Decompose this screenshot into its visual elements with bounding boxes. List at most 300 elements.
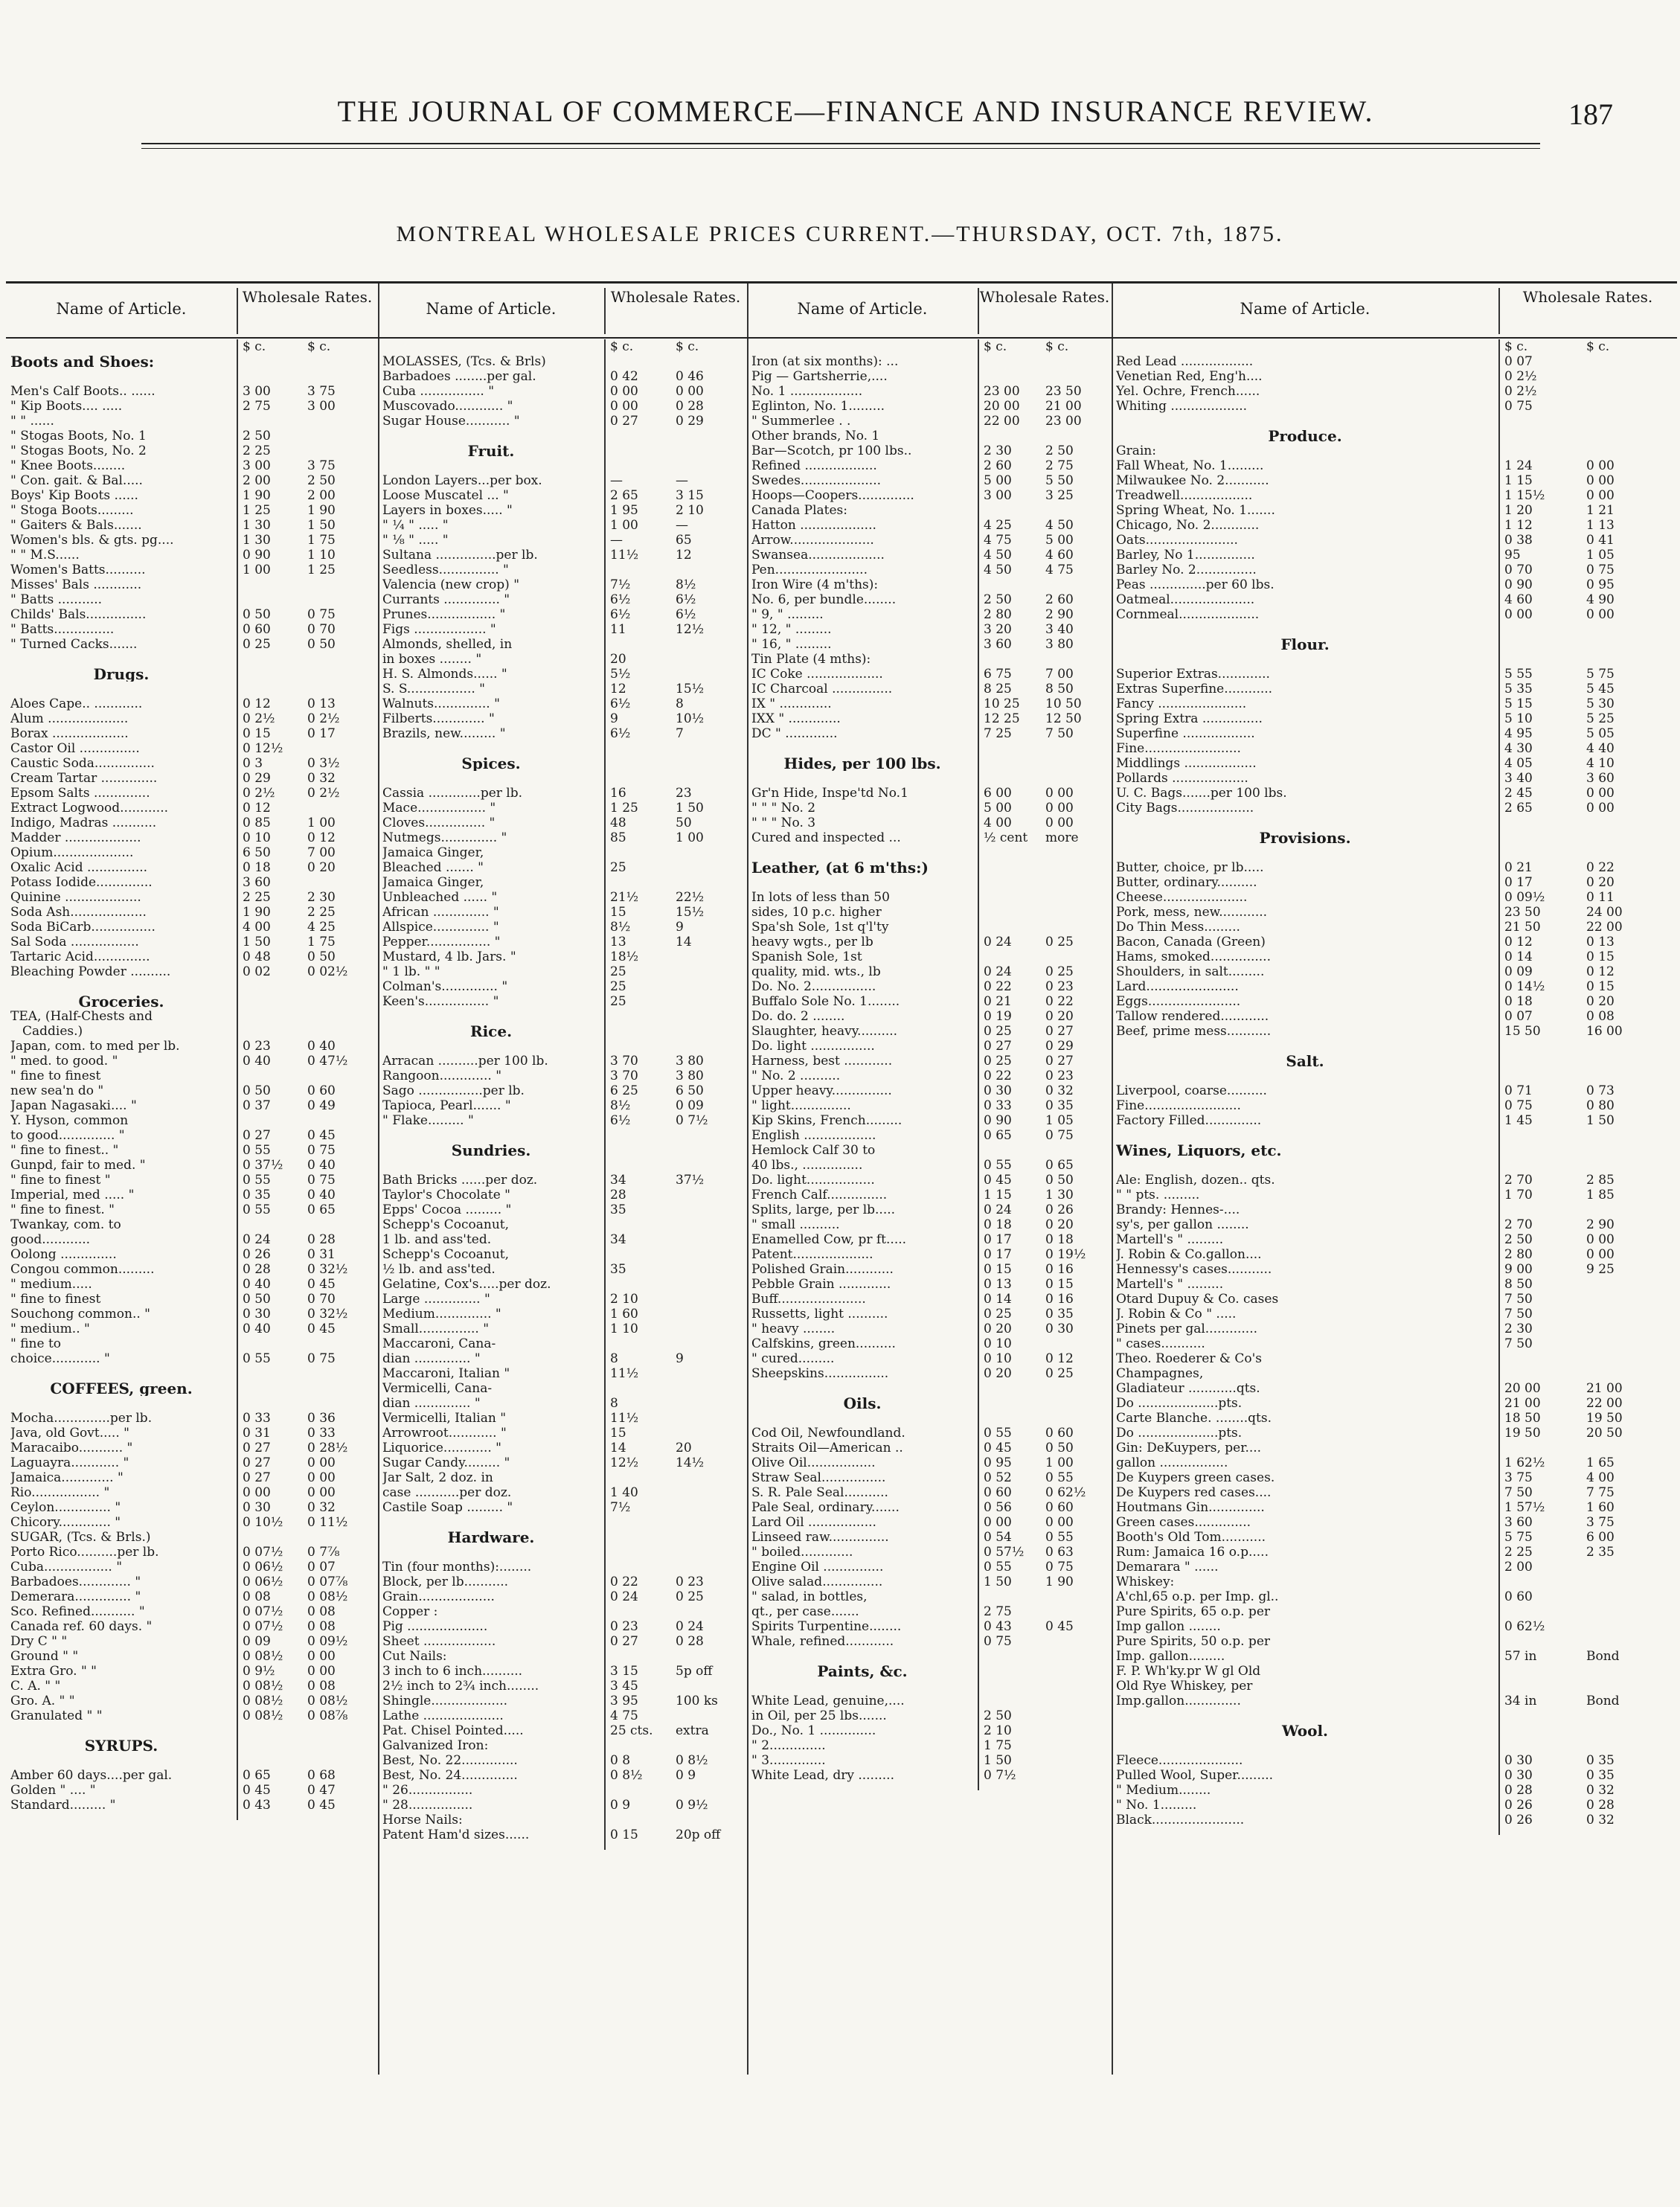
rate-high: 0 00 [1586, 801, 1615, 816]
price-row [747, 1366, 1112, 1381]
rate-low: 0 90 [243, 548, 271, 563]
price-row [747, 696, 1112, 711]
rate-low: 1 15 [984, 1188, 1012, 1202]
rate-high: 1 75 [307, 533, 336, 548]
rate-low: 2 65 [1504, 801, 1533, 816]
price-row [747, 1232, 1112, 1247]
rate-low: 15 50 [1504, 1024, 1541, 1039]
article-name: Martell's " ......... [1116, 1277, 1224, 1292]
article-name: Splits, large, per lb..... [751, 1202, 896, 1217]
article-rows [747, 339, 1112, 1783]
rate-low: 0 20 [984, 1322, 1012, 1336]
rate-low: 0 14 [984, 1292, 1012, 1307]
article-name: Pepper................ " [382, 935, 501, 949]
article-name: Olive salad............... [751, 1575, 883, 1589]
rate-low: 0 48 [243, 949, 271, 964]
rate-low: 23 50 [1504, 905, 1541, 920]
rate-high: 0 70 [307, 1292, 336, 1307]
article-name: Jamaica Ginger, [382, 875, 484, 890]
article-name: " Stogas Boots, No. 1 [10, 429, 147, 443]
rate-high: 4 60 [1045, 548, 1074, 563]
rate-high: 0 08 [307, 1619, 336, 1634]
article-name: Colman's.............. " [382, 979, 508, 994]
rate-high: 23 00 [1045, 414, 1082, 429]
rate-high: 0 31 [307, 1247, 336, 1262]
rate-low: 20 00 [1504, 1381, 1541, 1396]
rate-low: 0 08½ [243, 1694, 283, 1708]
price-row [378, 1396, 747, 1411]
article-name: Pig — Gartsherrie,.... [751, 369, 888, 384]
price-row [747, 1738, 1112, 1753]
article-name: Maracaibo........... " [10, 1441, 133, 1455]
article-name: Hams, smoked............... [1116, 949, 1271, 964]
price-row [378, 533, 747, 548]
article-name: Harness, best ............ [751, 1054, 893, 1069]
article-name: Demarara " ...... [1116, 1560, 1219, 1575]
rate-high: 0 27 [1045, 1024, 1074, 1039]
rate-high: 0 00 [1586, 1247, 1615, 1262]
rate-high: 0 00 [1045, 786, 1074, 801]
rate-high: 0 25 [676, 1589, 704, 1604]
rate-low: ½ cent [984, 830, 1028, 845]
price-row [747, 369, 1112, 384]
page-number: 187 [1568, 97, 1613, 131]
price-row [747, 1188, 1112, 1202]
rate-low: 1 45 [1504, 1113, 1533, 1128]
rate-low: 5 55 [1504, 667, 1533, 682]
rate-low: 18 50 [1504, 1411, 1541, 1426]
price-row [1112, 1351, 1677, 1366]
article-name: Jamaica Ginger, [382, 845, 484, 860]
section-heading [1112, 1723, 1677, 1738]
rate-high: 0 08½ [307, 1589, 348, 1604]
article-name: Women's Batts.......... [10, 563, 146, 577]
article-name: Misses' Bals ............ [10, 577, 142, 592]
price-row [378, 816, 747, 830]
price-row [6, 563, 378, 577]
rate-high: 0 00 [1586, 1232, 1615, 1247]
price-row [378, 1798, 747, 1813]
rate-low: 1 10 [610, 1322, 638, 1336]
article-name: Boys' Kip Boots ...... [10, 488, 138, 503]
price-row [747, 726, 1112, 741]
price-row [1112, 667, 1677, 682]
rate-high: 5 50 [1045, 473, 1074, 488]
rate-low: 0 17 [1504, 875, 1533, 890]
article-name: sy's, per gallon ........ [1116, 1217, 1249, 1232]
price-row [6, 1604, 378, 1619]
rate-high: 15½ [676, 905, 705, 920]
article-name: " small .......... [751, 1217, 840, 1232]
article-name: " Kip Boots.... ..... [10, 399, 123, 414]
rate-low: 6 75 [984, 667, 1012, 682]
article-name: " 28................ [382, 1798, 473, 1813]
rate-high: 0 20 [307, 860, 336, 875]
price-row [6, 920, 378, 935]
rate-low: 0 70 [1504, 563, 1533, 577]
rate-low: 2 45 [1504, 786, 1533, 801]
section-heading [747, 1664, 1112, 1679]
rate-high: 0 55 [1045, 1530, 1074, 1545]
price-row [1112, 1455, 1677, 1470]
rate-high: 0 00 [1586, 786, 1615, 801]
rate-high: 0 00 [307, 1649, 336, 1664]
rate-low: 1 57½ [1504, 1500, 1545, 1515]
rate-low: 0 18 [984, 1217, 1012, 1232]
article-name: COFFEES, green. [50, 1381, 193, 1396]
rate-high: 100 ks [676, 1694, 718, 1708]
rate-low: 0 26 [1504, 1813, 1533, 1828]
rate-high: 0 35 [1045, 1307, 1074, 1322]
rate-low: 2 70 [1504, 1217, 1533, 1232]
article-name: MOLASSES, (Tcs. & Brls) [382, 354, 546, 369]
rate-low: 0 52 [984, 1470, 1012, 1485]
rate-low: 34 in [1504, 1694, 1537, 1708]
article-name: Shoulders, in salt......... [1116, 964, 1265, 979]
article-name: Cuba ................ " [382, 384, 495, 399]
article-name: Otard Dupuy & Co. cases [1116, 1292, 1279, 1307]
price-row [378, 1247, 747, 1262]
rate-high: 0 32 [1586, 1783, 1615, 1798]
price-row [6, 488, 378, 503]
price-row [378, 1753, 747, 1768]
rate-high: 0 20 [1586, 994, 1615, 1009]
price-row [747, 473, 1112, 488]
price-row [378, 458, 747, 473]
article-name: Figs .................. " [382, 622, 496, 637]
price-row [378, 1455, 747, 1470]
article-name: " heavy ........ [751, 1322, 836, 1336]
price-row [1112, 726, 1677, 741]
rate-high: 8 [676, 696, 684, 711]
price-row [6, 696, 378, 711]
rate-low: 20 00 [984, 399, 1020, 414]
rate-high: 0 00 [1586, 488, 1615, 503]
price-row [6, 1500, 378, 1515]
rate-high: 0 50 [307, 949, 336, 964]
article-name: Bacon, Canada (Green) [1116, 935, 1266, 949]
rate-high: 1 05 [1045, 1113, 1074, 1128]
article-name: Castor Oil ............... [10, 741, 140, 756]
rate-low: 0 12½ [243, 741, 283, 756]
article-name: " 1 lb. " " [382, 964, 440, 979]
rate-low: 0 85 [243, 816, 271, 830]
rate-low: 11 [610, 622, 626, 637]
price-row [747, 1470, 1112, 1485]
rate-high: 9 [676, 1351, 684, 1366]
rate-high: 0 45 [307, 1798, 336, 1813]
price-row [747, 1262, 1112, 1277]
price-row [1112, 1783, 1677, 1798]
price-row [378, 1768, 747, 1783]
rate-high: 0 73 [1586, 1083, 1615, 1098]
article-name: Wines, Liquors, etc. [1116, 1143, 1282, 1158]
section-heading [1112, 637, 1677, 652]
rate-low: 2 75 [984, 1604, 1012, 1619]
rate-high: 0 25 [1045, 935, 1074, 949]
article-name: TEA, (Half-Chests and [10, 1009, 153, 1024]
rate-low: 0 22 [984, 979, 1012, 994]
price-row [378, 1202, 747, 1217]
article-name: Japan Nagasaki.... " [10, 1098, 137, 1113]
price-row [1112, 756, 1677, 771]
rate-low: 1 75 [984, 1738, 1012, 1753]
rate-low: 34 [610, 1173, 626, 1188]
article-name: Sheet .................. [382, 1634, 496, 1649]
article-name: Leather, (at 6 m'ths:) [751, 860, 929, 875]
article-name: Quinine ................... [10, 890, 141, 905]
price-row [747, 1098, 1112, 1113]
price-row [747, 1723, 1112, 1738]
article-name: Epps' Cocoa ......... " [382, 1202, 512, 1217]
rate-high: $ c. [1045, 339, 1069, 354]
price-row [6, 1054, 378, 1069]
price-row [6, 1173, 378, 1188]
rate-low: 0 07½ [243, 1545, 283, 1560]
rate-low: 0 60 [1504, 1589, 1533, 1604]
rate-high: 3 60 [1586, 771, 1615, 786]
price-row [747, 1381, 1112, 1396]
rate-high: 0 32 [307, 1500, 336, 1515]
rate-low: 0 21 [1504, 860, 1533, 875]
article-name: Alum .................... [10, 711, 129, 726]
rate-low: 7 50 [1504, 1336, 1533, 1351]
article-name: Imp.gallon.............. [1116, 1694, 1241, 1708]
rate-high: 4 90 [1586, 592, 1615, 607]
article-name: Best, No. 24.............. [382, 1768, 518, 1783]
article-name: " Con. gait. & Bal..... [10, 473, 143, 488]
price-row [6, 577, 378, 592]
article-name: Cream Tartar .............. [10, 771, 158, 786]
rate-low: — [610, 473, 623, 488]
price-row [378, 949, 747, 964]
price-row [6, 682, 378, 696]
rate-low: 0 09½ [1504, 890, 1545, 905]
price-row [6, 1307, 378, 1322]
rate-low: 3 00 [243, 384, 271, 399]
article-name: gallon ................. [1116, 1455, 1228, 1470]
rate-low: 6 00 [984, 786, 1012, 801]
price-row [1112, 488, 1677, 503]
rate-high: 0 00 [307, 1664, 336, 1679]
price-row [1112, 1589, 1677, 1604]
article-name: Eglinton, No. 1......... [751, 399, 885, 414]
price-row [1112, 1768, 1677, 1783]
article-name: Bleaching Powder .......... [10, 964, 171, 979]
price-row [1112, 652, 1677, 667]
rate-high: 0 25 [1045, 964, 1074, 979]
article-name: Green cases.............. [1116, 1515, 1251, 1530]
price-row [1112, 1262, 1677, 1277]
rate-low: 12½ [610, 1455, 639, 1470]
article-name: Filberts............. " [382, 711, 495, 726]
rate-high: 0 17 [307, 726, 336, 741]
price-row [747, 1441, 1112, 1455]
article-name: London Layers...per box. [382, 473, 542, 488]
price-row [747, 771, 1112, 786]
price-row [378, 1188, 747, 1202]
article-name: Potass Iodide.............. [10, 875, 153, 890]
rate-high: 1 21 [1586, 503, 1615, 518]
price-row [378, 622, 747, 637]
price-row [1112, 994, 1677, 1009]
article-name: " Batts............... [10, 622, 115, 637]
price-row [6, 1753, 378, 1768]
rate-low: 0 45 [984, 1441, 1012, 1455]
rate-high: 22 00 [1586, 1396, 1623, 1411]
rate-low: 0 09 [1504, 964, 1533, 979]
price-row [1112, 458, 1677, 473]
price-row [747, 920, 1112, 935]
rate-low: 0 08 [243, 1589, 271, 1604]
section-heading [6, 994, 378, 1009]
rate-low: 4 00 [984, 816, 1012, 830]
article-name: " " " No. 3 [751, 816, 816, 830]
price-row [1112, 875, 1677, 890]
rate-low: 0 23 [610, 1619, 638, 1634]
rate-low: 0 28 [243, 1262, 271, 1277]
rate-high: 0 32 [1586, 1813, 1615, 1828]
article-name: Nutmegs.............. " [382, 830, 507, 845]
rate-high: 23 [676, 786, 692, 801]
rate-low: 0 31 [243, 1426, 271, 1441]
price-row [747, 1708, 1112, 1723]
rate-high: 37½ [676, 1173, 705, 1188]
rate-low: 95 [1504, 548, 1521, 563]
rate-high: 12 [676, 548, 692, 563]
article-name: Pale Seal, ordinary....... [751, 1500, 900, 1515]
article-name: Mocha..............per lb. [10, 1411, 153, 1426]
price-row [1112, 1441, 1677, 1455]
price-row [378, 473, 747, 488]
rate-low: 0 07 [1504, 354, 1533, 369]
article-name: Calfskins, green.......... [751, 1336, 896, 1351]
rate-low: 0 24 [984, 964, 1012, 979]
article-name: Cured and inspected ... [751, 830, 901, 845]
article-name: DC " ............. [751, 726, 838, 741]
rate-high: 0 8½ [676, 1753, 708, 1768]
price-row [378, 801, 747, 816]
article-name: Do. do. 2 ........ [751, 1009, 845, 1024]
article-name: Shingle................... [382, 1694, 508, 1708]
rate-high: 6½ [676, 592, 696, 607]
price-row [747, 816, 1112, 830]
article-name: Best, No. 22.............. [382, 1753, 518, 1768]
rate-high: 0 07⅞ [307, 1575, 348, 1589]
article-name: dian .............. " [382, 1351, 481, 1366]
rate-low: 3 45 [610, 1679, 638, 1694]
price-row [6, 1322, 378, 1336]
rate-low: 8 [610, 1396, 618, 1411]
article-name: Tin Plate (4 mths): [751, 652, 871, 667]
rate-low: 7½ [610, 577, 631, 592]
rate-high: 0 13 [307, 696, 336, 711]
rate-high: 0 28 [307, 1232, 336, 1247]
article-name: " fine to finest.. " [10, 1143, 119, 1158]
article-name: " No. 2 .......... [751, 1069, 841, 1083]
article-name: C. A. " " [10, 1679, 61, 1694]
price-row [747, 1545, 1112, 1560]
rate-low: 0 06½ [243, 1560, 283, 1575]
rate-high: 0 28 [676, 399, 704, 414]
rate-low: 4 30 [1504, 741, 1533, 756]
price-row [6, 1351, 378, 1366]
price-row [747, 1411, 1112, 1426]
rate-low: 0 07 [1504, 1009, 1533, 1024]
rate-high: 1 50 [676, 801, 704, 816]
article-name: Demerara.............. " [10, 1589, 141, 1604]
rate-high: 0 23 [1045, 979, 1074, 994]
article-name: Sago ................per lb. [382, 1083, 525, 1098]
rate-low: 3 70 [610, 1054, 638, 1069]
article-name: Currants .............. " [382, 592, 510, 607]
article-name: De Kuypers green cases. [1116, 1470, 1275, 1485]
price-row [747, 1024, 1112, 1039]
article-name: Caustic Soda............... [10, 756, 155, 771]
rate-high: 0 32½ [307, 1307, 348, 1322]
section-heading [747, 756, 1112, 771]
rate-low: 0 17 [984, 1232, 1012, 1247]
price-row [6, 414, 378, 429]
article-name: 40 lbs., ............... [751, 1158, 863, 1173]
price-row [747, 1069, 1112, 1083]
price-row [6, 935, 378, 949]
rate-high: 0 15 [1586, 949, 1615, 964]
article-name: " 3.............. [751, 1753, 826, 1768]
article-name: Lathe .................... [382, 1708, 504, 1723]
article-name: " boiled............. [751, 1545, 853, 1560]
price-row [6, 1470, 378, 1485]
article-name: " cured......... [751, 1351, 835, 1366]
article-name: Do Thin Mess......... [1116, 920, 1240, 935]
article-name: Patent Ham'd sizes...... [382, 1828, 530, 1842]
price-row [747, 830, 1112, 845]
price-row [747, 890, 1112, 905]
rate-high: 12 50 [1045, 711, 1082, 726]
rate-low: 2 75 [243, 399, 271, 414]
rate-high: 0 70 [307, 622, 336, 637]
price-row [1112, 607, 1677, 622]
article-name: Gelatine, Cox's.....per doz. [382, 1277, 551, 1292]
rate-low: 2 10 [984, 1723, 1012, 1738]
price-row [1112, 1188, 1677, 1202]
rate-high: 0 40 [307, 1039, 336, 1054]
rate-low: 1 90 [243, 488, 271, 503]
price-row [747, 429, 1112, 443]
rate-low: 0 00 [243, 1485, 271, 1500]
rate-high: 0 00 [307, 1455, 336, 1470]
price-row [747, 905, 1112, 920]
rate-high: extra [676, 1723, 709, 1738]
price-row [1112, 1500, 1677, 1515]
article-name: Paints, &c. [817, 1664, 908, 1679]
head-rule-thin [141, 148, 1540, 149]
article-name: Fine........................ [1116, 1098, 1241, 1113]
price-row [378, 860, 747, 875]
rate-low: 0 55 [243, 1351, 271, 1366]
article-name: IXX " ............. [751, 711, 841, 726]
article-name: Drugs. [93, 667, 150, 682]
section-heading [378, 1143, 747, 1158]
article-name: Tallow rendered............ [1116, 1009, 1269, 1024]
rate-low: 15 [610, 905, 626, 920]
price-row [6, 548, 378, 563]
article-name: Rum: Jamaica 16 o.p..... [1116, 1545, 1269, 1560]
article-name: Soda BiCarb................ [10, 920, 156, 935]
rate-low: 0 3 [243, 756, 263, 771]
rate-high: — [676, 473, 688, 488]
price-row [1112, 1530, 1677, 1545]
